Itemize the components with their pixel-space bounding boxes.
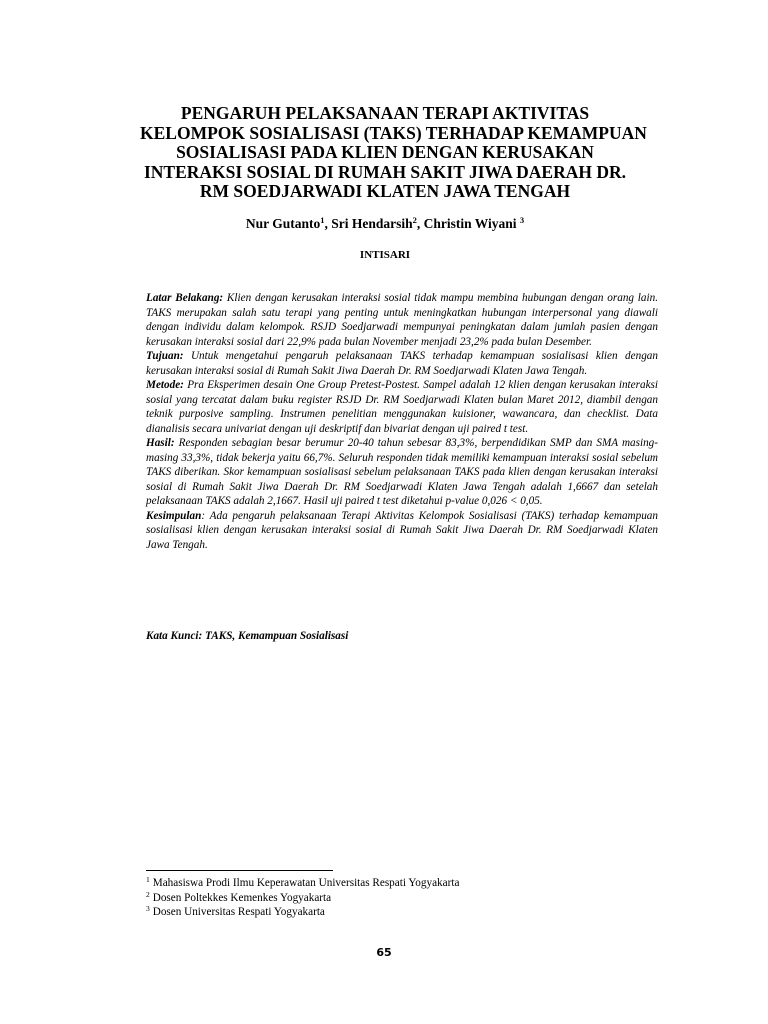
author-name: Nur Gutanto — [245, 216, 321, 231]
abstract-paragraph-background — [146, 291, 658, 349]
title-line: RM SOEDJARWADI KLATEN JAWA TENGAH — [199, 181, 571, 201]
abstract-paragraph-conclusion — [146, 509, 658, 553]
abstract — [146, 291, 658, 552]
page-number: 65 — [376, 946, 392, 959]
author-name: Sri Hendarsih — [331, 216, 413, 231]
abstract-text: Untuk mengetahui pengaruh pelaksanaan TAKS terhadap kemampuan sosialisasi klien dengan kerusakan interaksi sosial di Rumah Sakit Jiwa Daerah Dr. RM Soedjarwadi Klaten Jawa Tengah. — [146, 350, 658, 377]
author-affiliation-mark: 3 — [519, 215, 525, 225]
abstract-label: Kesimpulan — [146, 509, 202, 522]
footnote-text: Dosen Universitas Respati Yogyakarta — [152, 906, 325, 918]
footnote-number: 3 — [146, 904, 150, 913]
footnote-text: Dosen Poltekkes Kemenkes Yogyakarta — [152, 891, 332, 904]
abstract-text: Pra Eksperimen desain One Group Pretest-Postest. Sampel adalah 12 klien dengan kerusakan interaksi sosial yang tercatat dalam buku register RSJD Dr. RM Soedjarwadi Klaten bulan Maret 2012, diambil dengan teknik purposive sampling. Instrumen penelitian menggunakan kuisioner, wawancara, dan checklist. Data dianalisis secara univariat dengan uji deskriptif dan bivariat dengan uji paired t test. — [146, 379, 658, 435]
footnote — [146, 905, 459, 920]
keywords: Kata Kunci: TAKS, Kemampuan Sosialisasi — [146, 630, 349, 642]
footnote-number: 2 — [146, 889, 150, 899]
title-line: KELOMPOK SOSIALISASI (TAKS) TERHADAP KEMAMPUAN — [140, 122, 647, 143]
footnote — [146, 876, 459, 891]
author-separator: , — [324, 216, 332, 231]
author-name: Christin Wiyani — [423, 216, 520, 231]
author-affiliation-mark: 1 — [320, 215, 325, 225]
footnotes — [146, 876, 459, 920]
author-affiliation-mark: 2 — [412, 215, 417, 225]
abstract-text: : Ada pengaruh pelaksanaan Terapi Aktivitas Kelompok Sosialisasi (TAKS) terhadap kemampuan sosialisasi klien dengan kerusakan interaksi sosial di Rumah Sakit Jiwa Daerah Dr. RM Soedjarwadi Klaten Jawa Tengah. — [146, 509, 658, 551]
footnote — [146, 891, 459, 906]
abstract-label: Metode: — [146, 379, 184, 391]
title-line: SOSIALISASI PADA KLIEN DENGAN KERUSAKAN — [176, 142, 594, 162]
abstract-label: Hasil: — [146, 437, 175, 449]
title-line: PENGARUH PELAKSANAAN TERAPI AKTIVITAS — [180, 103, 590, 123]
footnote-text: Mahasiswa Prodi Ilmu Keperawatan Universitas Respati Yogyakarta — [152, 877, 460, 889]
abstract-text: Responden sebagian besar berumur 20-40 tahun sebesar 83,3%, berpendidikan SMP dan SMA masing-masing 33,3%, tidak bekerja yaitu 66,7%. Seluruh responden tidak memiliki kemampuan interaksi sosial sebelum TAKS diberikan. Skor kemampuan sosialisasi sebelum pelaksanaan TAKS pada klien dengan kerusakan interaksi sosial di Rumah Sakit Jiwa Daerah Dr. RM Soedjarwadi Klaten Jawa Tengah adalah 1,6667 dan setelah pelaksanaan TAKS adalah 2,1667. Hasil uji paired t test diketahui p-value 0,026 < 0,05. — [146, 437, 658, 507]
abstract-label: Tujuan: — [146, 350, 184, 362]
abstract-paragraph-method — [146, 378, 658, 436]
author-separator: , — [416, 216, 424, 231]
abstract-label: Latar Belakang: — [146, 292, 224, 304]
title-line: INTERAKSI SOSIAL DI RUMAH SAKIT JIWA DAERAH DR. — [143, 161, 626, 182]
section-heading: INTISARI — [359, 249, 411, 261]
paper-title — [140, 103, 647, 202]
abstract-text: Klien dengan kerusakan interaksi sosial tidak mampu membina hubungan dengan orang lain. TAKS merupakan salah satu terapi yang penting untuk meningkatkan hubungan interpersonal yang diawali dengan individu dalam kelompok. RSJD Soedjarwadi mempunyai peningkatan dalam jumlah pasien dengan kerusakan interaksi sosial dari 22,9% pada bulan November menjadi 23,2% pada bulan Desember. — [146, 292, 658, 348]
abstract-paragraph-results — [146, 436, 658, 509]
author-list — [140, 216, 630, 232]
abstract-paragraph-objective — [146, 349, 658, 378]
footnote-divider — [146, 870, 333, 871]
footnote-number: 1 — [146, 875, 150, 884]
